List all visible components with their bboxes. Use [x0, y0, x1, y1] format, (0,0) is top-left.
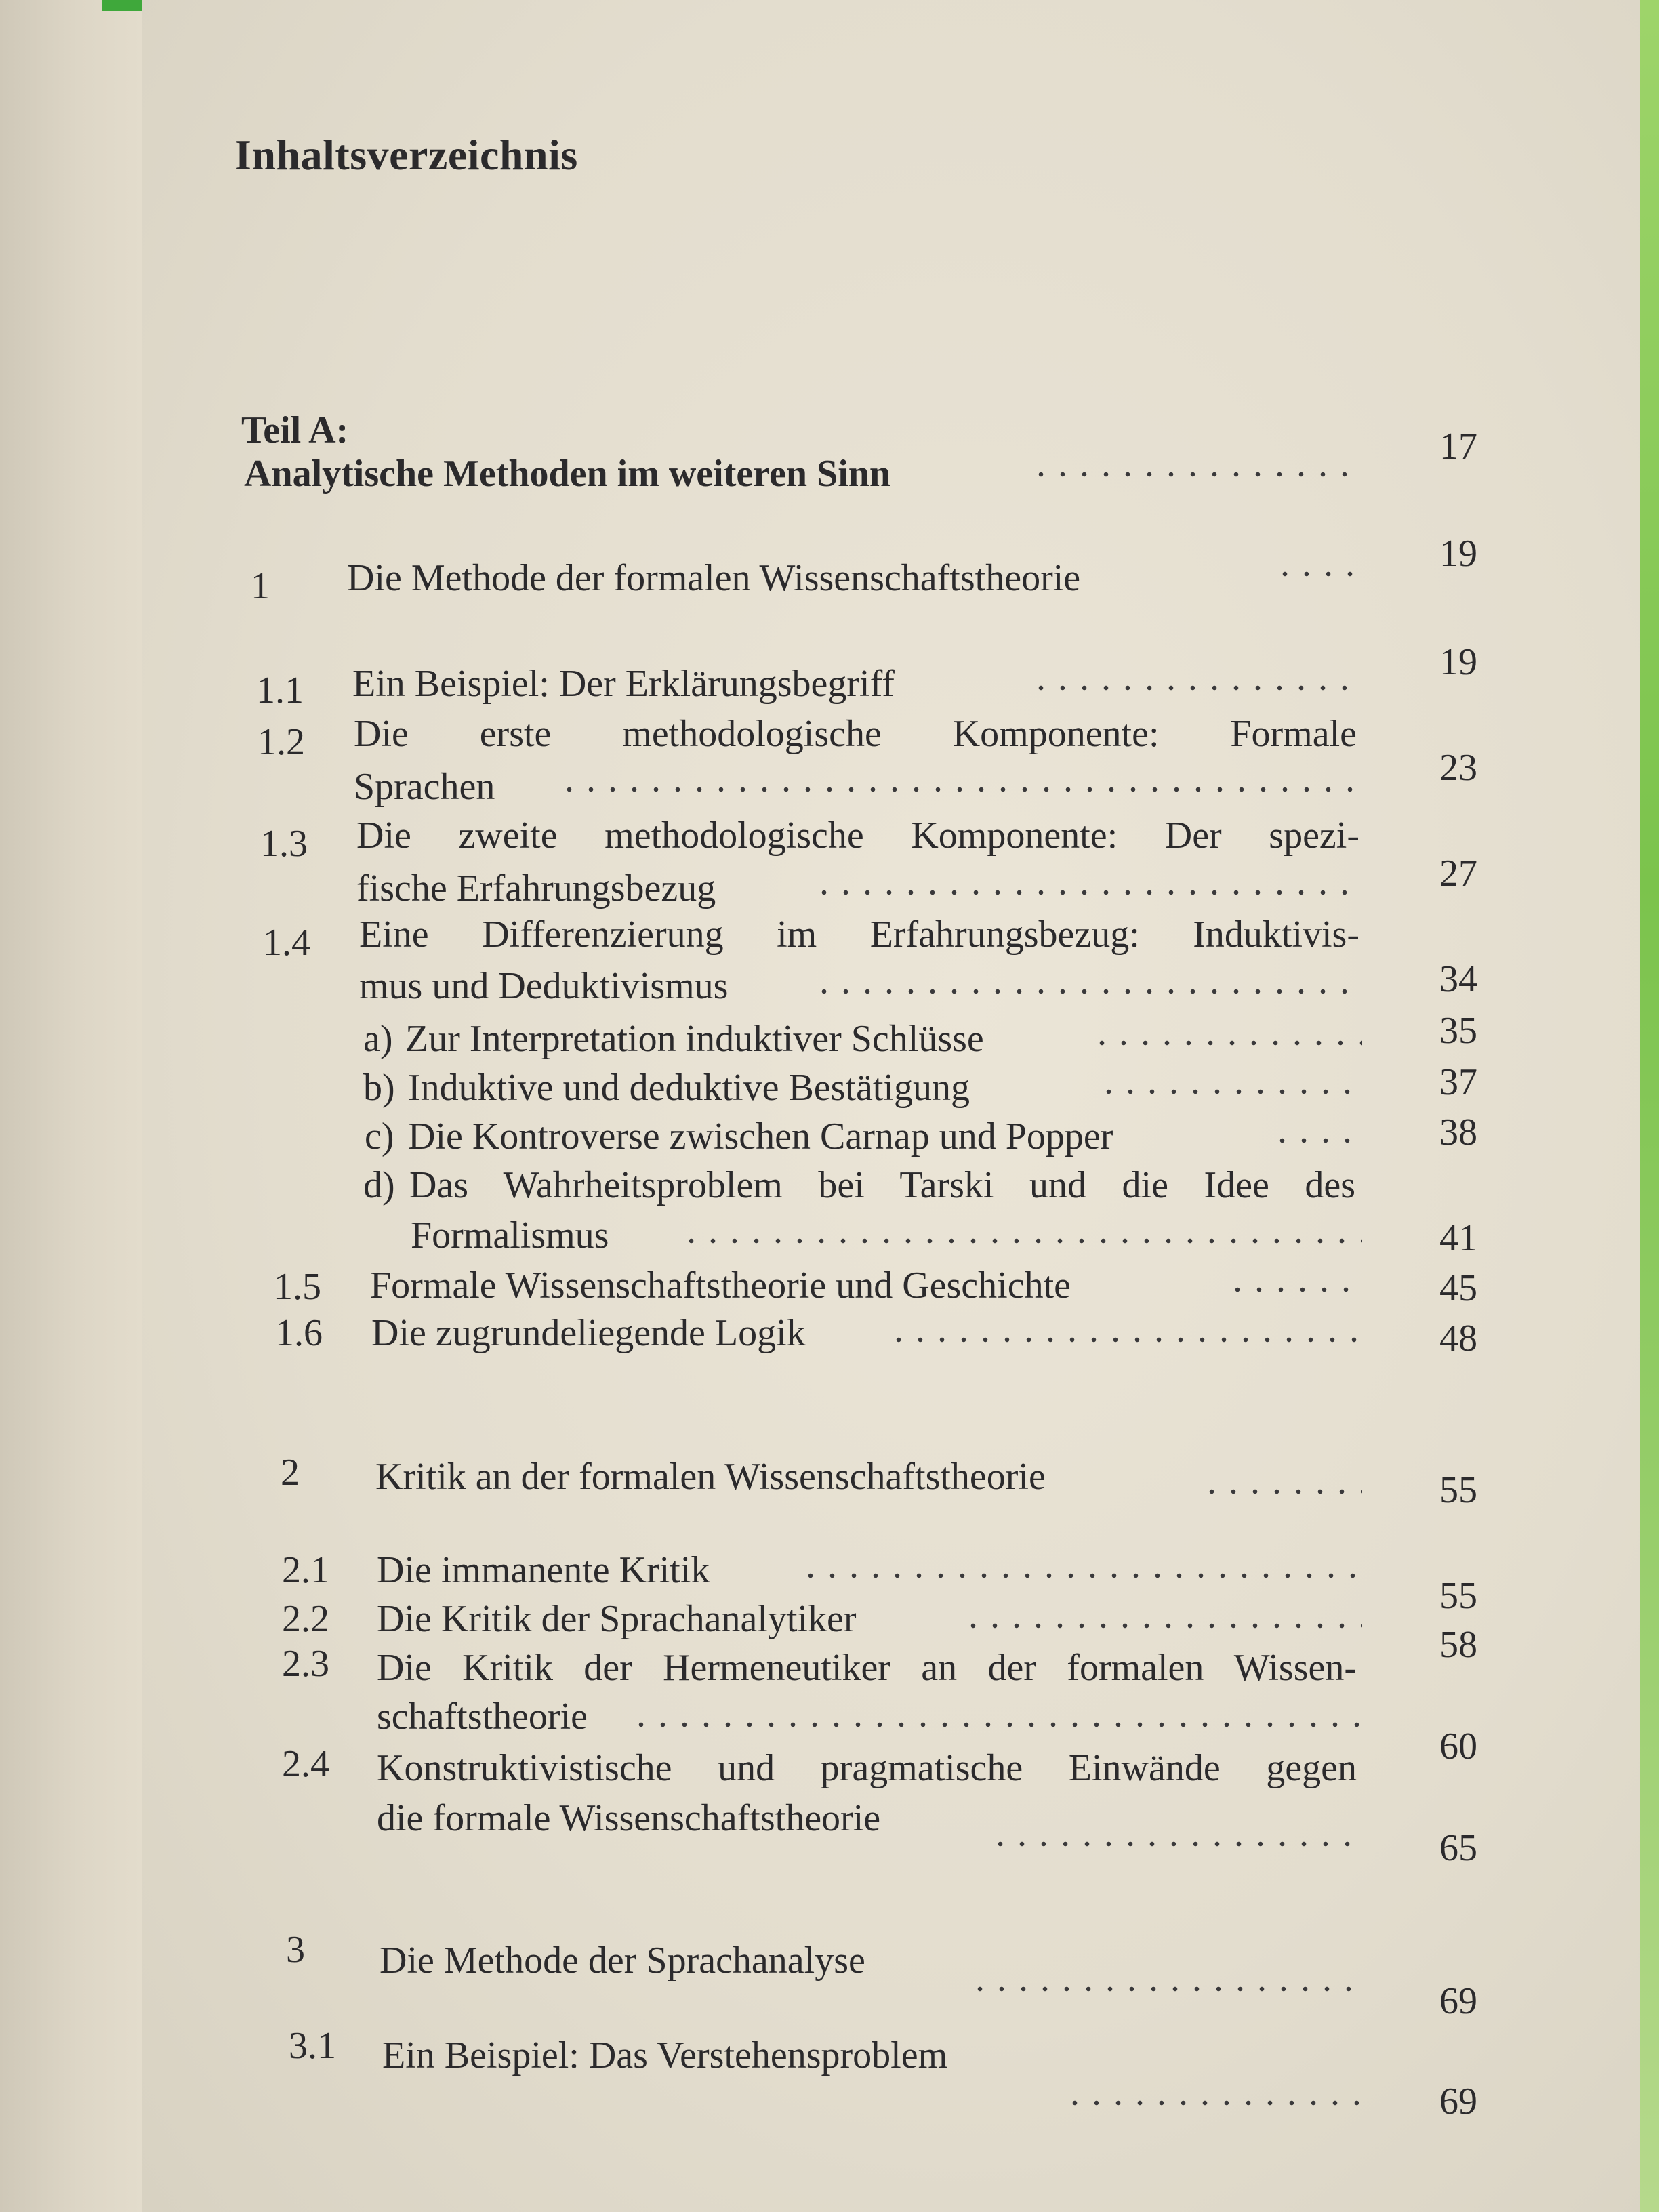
entry-title-line2: mus und Deduktivismus: [359, 965, 729, 1007]
entry-number: 1.5: [274, 1266, 321, 1308]
page-number: 27: [1439, 853, 1477, 895]
entry-number: c): [365, 1115, 394, 1158]
entry-number: b): [363, 1067, 395, 1109]
page-number: 65: [1439, 1827, 1477, 1869]
entry-number: 1.1: [256, 670, 304, 712]
entry-title-line2: fische Erfahrungsbezug: [356, 867, 716, 909]
entry-title: Die zugrundeliegende Logik: [371, 1312, 806, 1354]
entry-title-line1: Konstruktivistische und pragmatische Einwände gegen: [377, 1747, 1357, 1789]
page-number: 41: [1439, 1217, 1477, 1259]
page-number: 45: [1439, 1267, 1477, 1309]
entry-number: 1.3: [260, 823, 308, 865]
entry-number: 1.4: [263, 922, 310, 964]
entry-title: Kritik an der formalen Wissenschaftstheorie: [375, 1456, 1046, 1498]
entry-title: Die Methode der Sprachanalyse: [380, 1940, 865, 1982]
leader-dots: [1271, 1137, 1362, 1144]
leader-dots: [558, 786, 1362, 793]
entry-number: 2.3: [282, 1643, 329, 1685]
entry-title: Die Kritik der Sprachanalytiker: [377, 1598, 857, 1640]
page-number: 19: [1439, 533, 1477, 575]
leader-dots: [1201, 1488, 1362, 1495]
leader-dots: [1227, 1286, 1362, 1293]
leader-dots: [1064, 2100, 1362, 2106]
leader-dots: [888, 1336, 1362, 1343]
entry-title-line1: Eine Differenzierung im Erfahrungsbezug: Induktivis-: [359, 914, 1359, 956]
leader-dots: [1030, 471, 1355, 478]
entry-title: Die immanente Kritik: [377, 1549, 710, 1591]
leader-dots: [969, 1986, 1362, 1992]
page-number: 48: [1439, 1317, 1477, 1359]
page-number: 17: [1439, 426, 1477, 468]
entry-number: 1.2: [258, 721, 305, 763]
page-number: 55: [1439, 1575, 1477, 1617]
entry-title-line2: Formalismus: [411, 1214, 609, 1256]
leader-dots: [962, 1622, 1362, 1629]
entry-title-line1: Die Kritik der Hermeneutiker an der formalen Wissen-: [377, 1647, 1357, 1689]
leader-dots: [680, 1237, 1362, 1244]
entry-title-line2: schaftstheorie: [377, 1696, 588, 1738]
entry-title: Induktive und deduktive Bestätigung: [408, 1067, 970, 1109]
entry-title-line1: Die erste methodologische Komponente: Formale: [354, 713, 1357, 755]
leader-dots: [1030, 684, 1362, 691]
page-number: 58: [1439, 1624, 1477, 1666]
entry-number: 2.2: [282, 1598, 329, 1640]
page-number: 69: [1439, 2081, 1477, 2123]
entry-title: Die Kontroverse zwischen Carnap und Popper: [408, 1115, 1113, 1158]
leader-dots: [1274, 571, 1362, 577]
leader-dots: [1098, 1088, 1362, 1095]
entry-title: Die Methode der formalen Wissenschaftstheorie: [347, 557, 1081, 599]
page-number: 69: [1439, 1980, 1477, 2022]
entry-title: Ein Beispiel: Das Verstehensproblem: [382, 2034, 948, 2076]
entry-title: Formale Wissenschaftstheorie und Geschichte: [370, 1265, 1071, 1307]
leader-dots: [813, 889, 1362, 896]
page-number: 23: [1439, 747, 1477, 789]
page-number: 55: [1439, 1469, 1477, 1511]
entry-title-line1: Das Wahrheitsproblem bei Tarski und die Idee des: [409, 1164, 1355, 1206]
leader-dots: [989, 1841, 1362, 1847]
page-number: 38: [1439, 1111, 1477, 1153]
page-number: 35: [1439, 1010, 1477, 1052]
entry-number: 2: [281, 1452, 300, 1494]
part-title: Analytische Methoden im weiteren Sinn: [244, 453, 891, 495]
page-title: Inhaltsverzeichnis: [234, 131, 578, 179]
page-number: 37: [1439, 1061, 1477, 1103]
entry-number: 1.6: [275, 1312, 323, 1354]
leader-dots: [630, 1721, 1362, 1728]
page-number: 19: [1439, 641, 1477, 683]
entry-title: Zur Interpretation induktiver Schlüsse: [405, 1018, 984, 1060]
part-label: Teil A:: [241, 409, 349, 451]
entry-title-line2: Sprachen: [354, 766, 495, 808]
entry-number: d): [363, 1164, 395, 1206]
entry-number: 3.1: [289, 2025, 336, 2067]
entry-number: a): [363, 1018, 393, 1060]
leader-dots: [800, 1572, 1362, 1579]
entry-number: 1: [251, 565, 270, 607]
page-number: 34: [1439, 958, 1477, 1000]
entry-number: 3: [286, 1929, 305, 1971]
leader-dots: [813, 988, 1362, 995]
leader-dots: [1091, 1040, 1362, 1046]
entry-number: 2.1: [282, 1549, 329, 1591]
page-number: 60: [1439, 1725, 1477, 1767]
entry-number: 2.4: [282, 1743, 329, 1785]
entry-title: Ein Beispiel: Der Erklärungsbegriff: [352, 663, 895, 705]
entry-title-line1: Die zweite methodologische Komponente: Der spezi-: [356, 815, 1359, 857]
entry-title-line2: die formale Wissenschaftstheorie: [377, 1797, 881, 1839]
